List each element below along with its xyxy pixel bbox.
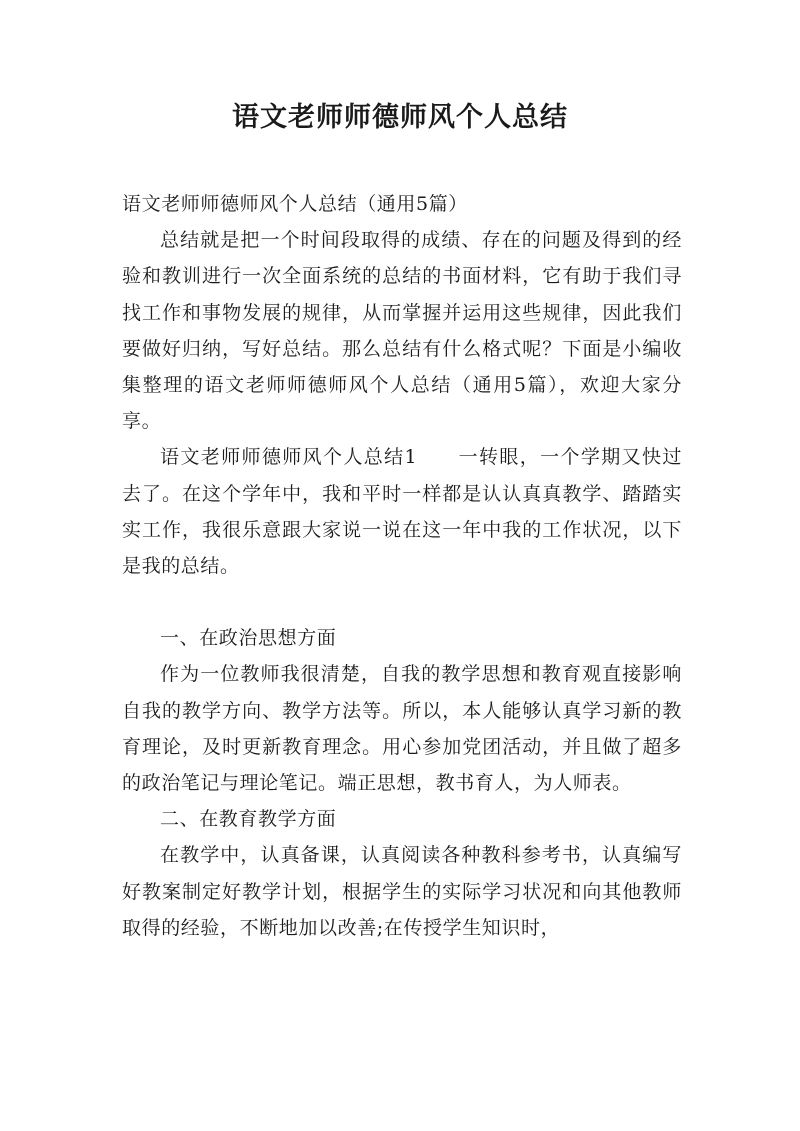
document-title: 语文老师师德师风个人总结 xyxy=(232,102,568,133)
section-heading-teaching: 二、在教育教学方面 xyxy=(160,808,337,831)
subtitle-paragraph: 语文老师师德师风个人总结（通用5篇） xyxy=(122,193,468,215)
politics-paragraph: 作为一位教师我很清楚，自我的教学思想和教育观直接影响自我的教学方向、教学方法等。所以，本人能够认真学习新的教育理论，及时更新教育理念。用心参加党团活动，并且做了超多的政治笔记与理论笔记。端正思想，教书育人，为人师表。 xyxy=(122,663,682,795)
teaching-paragraph: 在教学中，认真备课，认真阅读各种教科参考书，认真编写好教案制定好教学计划，根据学生的实际学习状况和向其他教师取得的经验，不断地加以改善;在传授学生知识时， xyxy=(122,844,682,939)
section-heading-politics: 一、在政治思想方面 xyxy=(160,627,337,650)
blank-line xyxy=(122,584,682,620)
summary-1-opening-paragraph: 语文老师师德师风个人总结1 一转眼，一个学期又快过去了。在这个学年中，我和平时一样都是认认真真教学、踏踏实实工作，我很乐意跟大家说一说在这一年中我的工作状况，以下是我的总结。 xyxy=(122,446,682,578)
intro-paragraph: 总结就是把一个时间段取得的成绩、存在的问题及得到的经验和教训进行一次全面系统的总结的书面材料，它有助于我们寻找工作和事物发展的规律，从而掌握并运用这些规律，因此我们要做好归纳，写好总结。那么总结有什么格式呢？下面是小编收集整理的语文老师师德师风个人总结（通用5篇），欢迎大家分享。 xyxy=(122,229,682,433)
document-body xyxy=(122,186,682,946)
